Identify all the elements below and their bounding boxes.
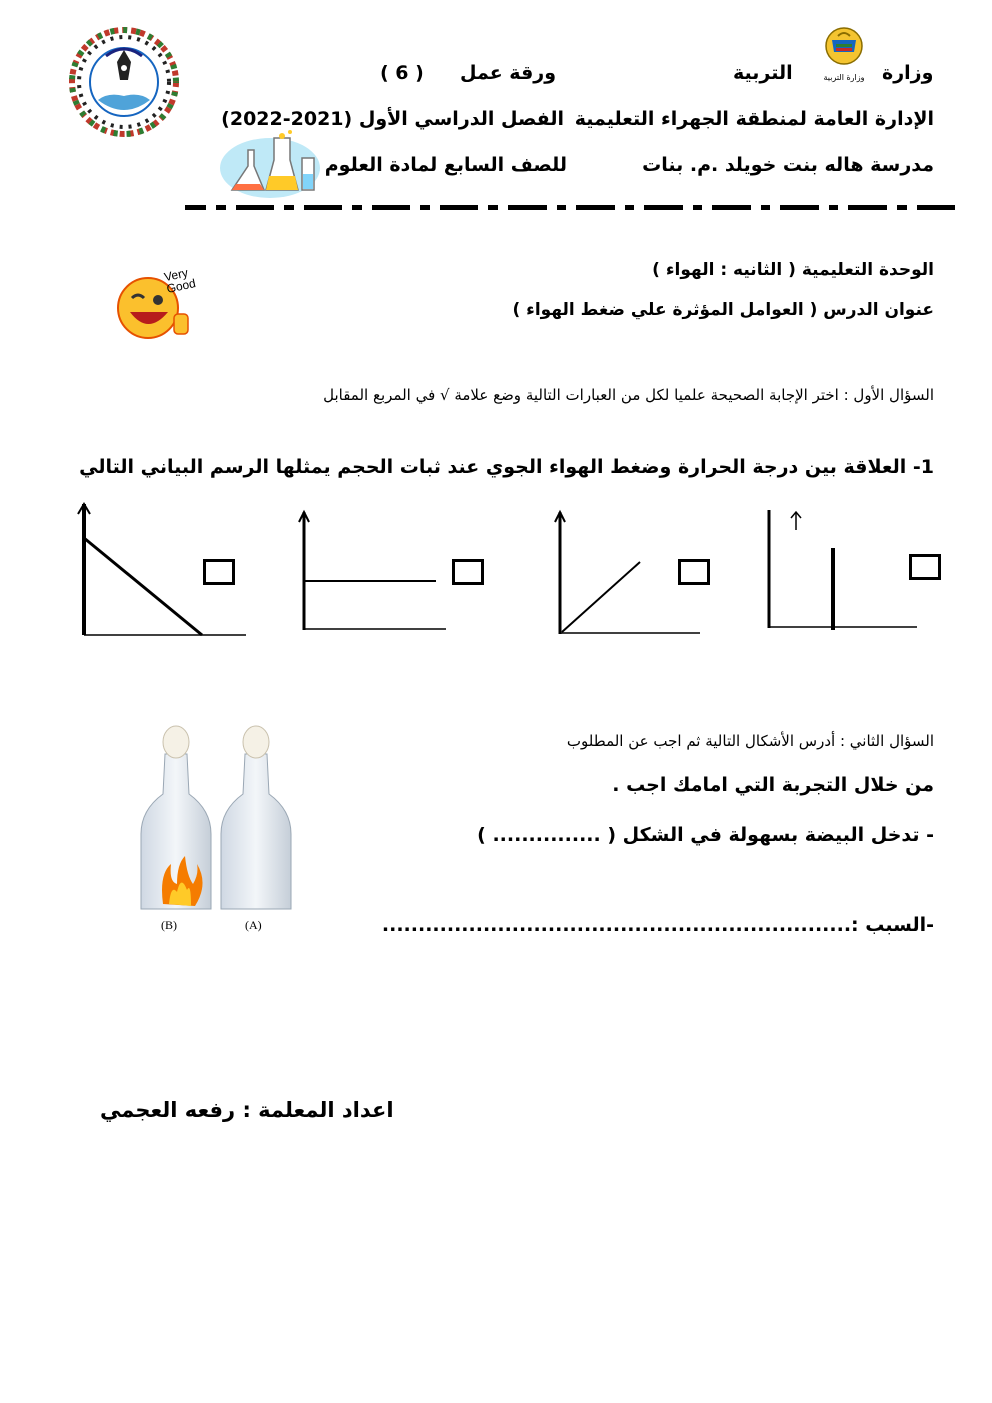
question2-reason: -السبب :................................................................. xyxy=(381,914,934,936)
question2-instruction: السؤال الثاني : أدرس الأشكال التالية ثم اجب عن المطلوب xyxy=(566,732,934,750)
graph-option-horizontal xyxy=(296,508,448,634)
graph-option-vertical xyxy=(762,506,922,632)
ministry-word-2: التربية xyxy=(733,62,793,84)
grade-subject-line: للصف السابع لمادة العلوم xyxy=(324,154,567,176)
prepared-by: اعداد المعلمة : رفعه العجمي xyxy=(100,1098,394,1122)
emblem-caption: وزارة التربية xyxy=(823,73,865,82)
lab-flasks-image xyxy=(218,130,323,200)
lesson-title: عنوان الدرس ( العوامل المؤثرة علي ضغط الهواء ) xyxy=(512,300,934,320)
directorate-line: الإدارة العامة لمنطقة الجهراء التعليمية xyxy=(574,108,934,130)
sticker-text: Very Good xyxy=(162,265,197,296)
answer-box-1[interactable] xyxy=(203,559,235,585)
question1-instruction: السؤال الأول : اختر الإجابة الصحيحة علميا لكل من العبارات التالية وضع علامة √ في المربع المقابل xyxy=(323,386,934,404)
school-line: مدرسة هاله بنت خويلد .م. بنات xyxy=(642,154,934,176)
answer-box-2[interactable] xyxy=(452,559,484,585)
very-good-sticker xyxy=(110,262,220,342)
label-a: (A) xyxy=(245,918,262,932)
school-logo xyxy=(62,22,187,142)
semester-line: الفصل الدراسي الأول (2021-2022) xyxy=(221,108,564,130)
label-b: (B) xyxy=(161,918,177,932)
answer-box-4[interactable] xyxy=(909,554,941,580)
egg-bottles-image xyxy=(133,724,303,939)
question2-prompt: من خلال التجربة التي امامك اجب . xyxy=(612,774,934,796)
answer-box-3[interactable] xyxy=(678,559,710,585)
ministry-word-1: وزارة xyxy=(882,62,934,84)
question2-line1: - تدخل البيضة بسهولة في الشكل ( ............... ) xyxy=(477,824,934,846)
worksheet-label: ورقة عمل xyxy=(460,62,557,84)
unit-line: الوحدة التعليمية ( الثانيه : الهواء ) xyxy=(652,260,934,280)
question1-item: 1- العلاقة بين درجة الحرارة وضغط الهواء الجوي عند ثبات الحجم يمثلها الرسم البياني التالي xyxy=(79,456,934,478)
worksheet-number: ( 6 ) xyxy=(380,62,424,84)
header-separator xyxy=(185,205,955,211)
